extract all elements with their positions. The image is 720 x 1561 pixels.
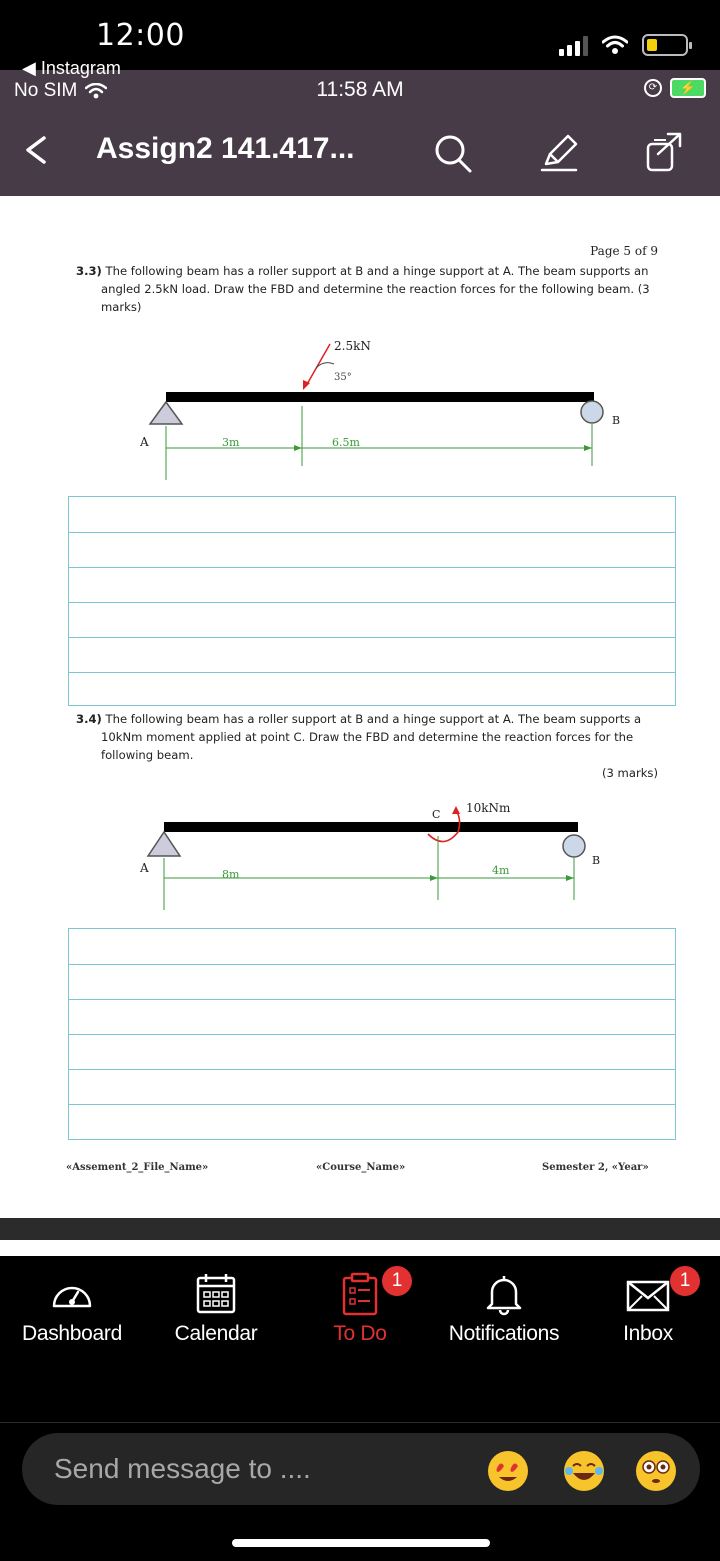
support-label-b: B: [612, 414, 621, 427]
footer-course-name: «Course_Name»: [316, 1162, 406, 1173]
support-label-a: A: [140, 861, 149, 875]
marks-label: (3 marks): [601, 766, 658, 780]
rotation-lock-icon: ⟳: [644, 79, 662, 97]
search-icon[interactable]: [432, 132, 474, 174]
back-icon[interactable]: [18, 130, 58, 170]
inner-clock: 11:58 AM: [316, 78, 404, 101]
angle-label: 35°: [334, 372, 352, 383]
todo-icon: [336, 1270, 384, 1318]
inbox-badge: 1: [670, 1266, 700, 1296]
battery-icon: [642, 34, 688, 56]
tab-bar: [0, 1256, 720, 1352]
dimension-label-2: 4m: [492, 864, 510, 877]
support-label-b: B: [592, 854, 601, 867]
hinge-support-a: [150, 402, 182, 424]
footer-file-name: «Assement_2_File_Name»: [66, 1162, 209, 1173]
answer-box-3-3[interactable]: [68, 496, 676, 706]
roller-support-b: [563, 835, 585, 857]
question-3-4: 3.4) The following beam has a roller support at B and a hinge support at A. The beam supports a 10kNm moment applied at point C. Draw the FBD and determine the reaction forces for the following beam.: [76, 712, 642, 762]
calendar-icon: [192, 1270, 240, 1318]
tab-inbox[interactable]: 1 Inbox: [576, 1256, 720, 1352]
charging-battery-icon: ⚡: [670, 78, 706, 98]
outer-clock: 12:00: [96, 18, 185, 53]
page-title: Assign2 141.417...: [96, 132, 355, 165]
open-in-icon[interactable]: [644, 132, 686, 174]
tab-notifications[interactable]: Notifications: [432, 1256, 576, 1352]
dimension-label-1: 8m: [222, 868, 240, 881]
beam: [164, 822, 578, 832]
spacer: [0, 1352, 720, 1422]
cell-signal-icon: [559, 34, 588, 56]
annotate-pen-icon[interactable]: [538, 132, 580, 174]
answer-box-3-4[interactable]: [68, 928, 676, 1140]
message-bar: [0, 1423, 720, 1561]
question-3-3: 3.3) The following beam has a roller support at B and a hinge support at A. The beam supports an angled 2.5kN load. Draw the FBD and determine the reaction forces for the following beam. (3 marks): [76, 264, 650, 314]
message-input[interactable]: [22, 1433, 700, 1505]
support-label-a: A: [140, 435, 149, 449]
dashboard-icon: [48, 1270, 96, 1318]
home-indicator[interactable]: [232, 1539, 490, 1547]
document-bottom-bar: [0, 1218, 720, 1240]
hinge-support-a: [148, 832, 180, 856]
moment-label: 10kNm: [466, 801, 511, 815]
page-number: Page 5 of 9: [590, 244, 658, 258]
document-page[interactable]: [0, 196, 720, 1218]
outer-status-icons: [559, 34, 688, 56]
heart-eyes-emoji-icon[interactable]: [488, 1451, 528, 1491]
todo-badge: 1: [382, 1266, 412, 1296]
flushed-emoji-icon[interactable]: [636, 1451, 676, 1491]
beam: [166, 392, 594, 402]
separator-strip: [0, 1240, 720, 1256]
tears-of-joy-emoji-icon[interactable]: [564, 1451, 604, 1491]
footer-semester: Semester 2, «Year»: [542, 1162, 649, 1173]
inner-status-bar: [0, 58, 720, 110]
point-label-c: C: [432, 808, 441, 821]
dimension-label-1: 3m: [222, 436, 240, 449]
wifi-icon: [602, 35, 628, 55]
beam-diagram-3-4: [0, 796, 720, 916]
bell-icon: [480, 1270, 528, 1318]
roller-support-b: [581, 401, 603, 423]
dimension-label-2: 6.5m: [332, 436, 360, 449]
beam-diagram-3-3: [0, 326, 720, 496]
tab-todo[interactable]: 1 To Do: [288, 1256, 432, 1352]
tab-calendar[interactable]: Calendar: [144, 1256, 288, 1352]
mail-icon: [624, 1270, 672, 1318]
tab-dashboard[interactable]: Dashboard: [0, 1256, 144, 1352]
message-placeholder: Send message to ....: [54, 1453, 311, 1484]
load-label: 2.5kN: [334, 339, 371, 353]
back-to-instagram-link[interactable]: ◀ Instagram: [22, 58, 121, 78]
inner-status-icons: [644, 78, 706, 98]
app-nav-bar: [0, 110, 720, 196]
load-arrow: [306, 344, 330, 386]
carrier-label: No SIM: [14, 80, 107, 102]
